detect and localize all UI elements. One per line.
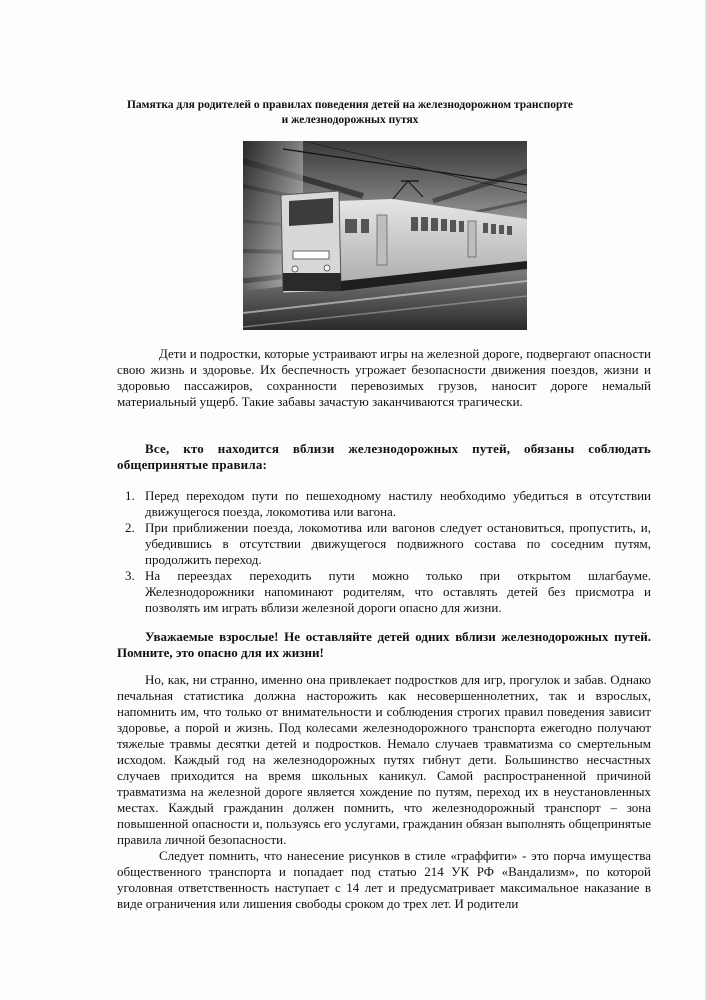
list-item [117, 488, 651, 520]
list-item [117, 568, 651, 616]
list-item-number: 1. [125, 488, 135, 503]
train-photo-illustration [243, 141, 527, 330]
rules-intro: Все, кто находится вблизи железнодорожных путей, обязаны соблюдать общепринятые правила: [117, 441, 651, 472]
list-item-text: Перед переходом пути по пешеходному настилу необходимо убедиться в отсутствии движущегося поезда, локомотива или вагона. [145, 488, 651, 519]
rules-list [117, 488, 651, 616]
title-line-1: Памятка для родителей о правилах поведения детей на железнодорожном транспорте [126, 99, 574, 111]
train-photo [243, 141, 527, 330]
document-title [100, 98, 600, 128]
list-item-number: 3. [125, 568, 135, 583]
appeal-paragraph: Уважаемые взрослые! Не оставляйте детей одних вблизи железнодорожных путей. Помните, это опасно для их жизни! [117, 629, 651, 660]
intro-paragraph: Дети и подростки, которые устраивают игры на железной дороге, подвергают опасности свою жизнь и здоровье. Их беспечность угрожает безопасности движения поездов, жизни и здоровью пассажиров, сохранности перевозимых грузов, наносит дороге немалый материальный ущерб. Такие забавы зачастую заканчиваются трагически. [117, 346, 651, 409]
list-item [117, 520, 651, 568]
title-line-2: и железнодорожных путях [281, 114, 419, 126]
statistics-paragraph: Но, как, ни странно, именно она привлекает подростков для игр, прогулок и забав. Однако печальная статистика должна насторожить как несовершеннолетних, так и взрослых, напомнить им, что только от внимательности и соблюдения строгих правил поведения зависит здоровье, а порой и жизнь. Под колесами железнодорожного транспорта ежегодно получают тяжелые травмы десятки детей и подростков. Немало случаев травматизма со смертельным исходом. Каждый год на железнодорожных путях гибнут дети. Большинство несчастных случаев приходится на время школьных каникул. Самой распространенной причиной травматизма на железной дороге является хождение по путям, переход их в неустановленных местах. Каждый гражданин должен помнить, что железнодорожный транспорт – зона повышенной опасности и, пользуясь его услугами, гражданин обязан выполнять общепринятые правила личной безопасности. [117, 672, 651, 847]
list-item-text: На переездах переходить пути можно только при открытом шлагбауме. Железнодорожники напоминают родителям, что оставлять детей без присмотра и позволять им играть вблизи железной дороги опасно для жизни. [145, 568, 651, 615]
list-item-number: 2. [125, 520, 135, 535]
graffiti-paragraph: Следует помнить, что нанесение рисунков в стиле «граффити» - это порча имущества общественного транспорта и попадает под статью 214 УК РФ «Вандализм», по которой уголовная ответственность наступает с 14 лет и предусматривает максимальное наказание в виде ограничения или лишения свободы сроком до трех лет. И родители [117, 848, 651, 911]
list-item-text: При приближении поезда, локомотива или вагонов следует остановиться, пропустить, и, убедившись в отсутствии движущегося подвижного состава по соседним путям, продолжить переход. [145, 520, 651, 567]
